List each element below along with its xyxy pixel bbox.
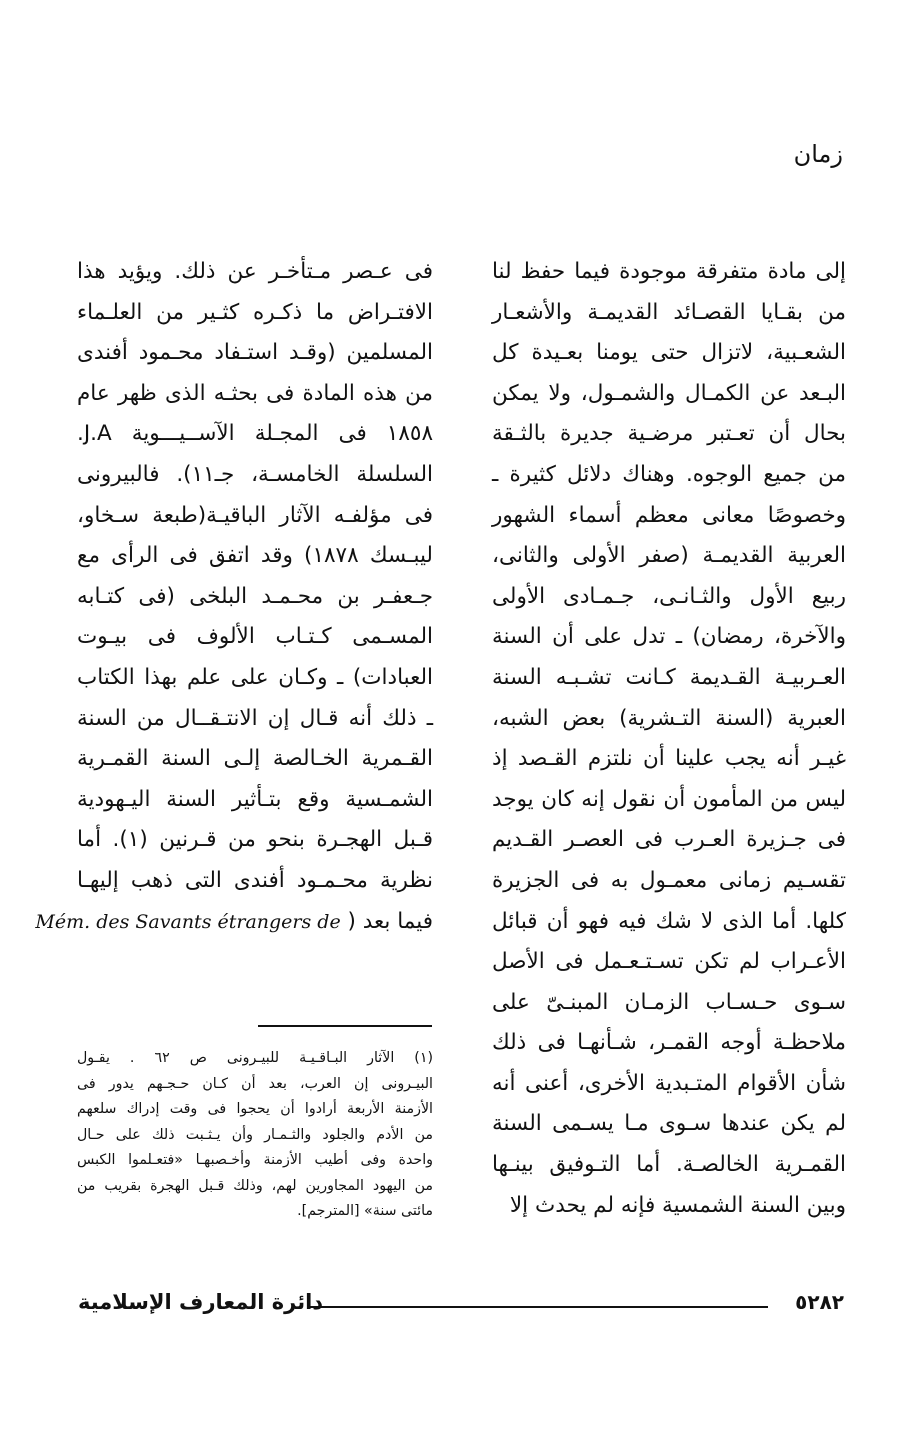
text-line: وبين السنة الشمسية فإنه لم يحدث إلا (509, 1192, 846, 1218)
text-line: البـعد عن الكمـال والشمـول، ولا يمكن (492, 380, 846, 406)
footnote-line: من اليهود المجاورين لهم، وذلك قـبل الهجرة بقريب من (77, 1177, 433, 1194)
footnote-line: الأزمنة الأربعة أرادوا أن يحجوا فى وقت إدراك سلعهم (77, 1101, 433, 1117)
text-line: القـمرية الخـالصة إلـى السنة القمـرية (77, 746, 433, 772)
arabic-text: فيما بعد ( (347, 908, 433, 934)
text-line: ربيع الأول والثـانـى، جـمـادى الأولى (492, 583, 846, 609)
page-number: ٥٢٨٢ (795, 1290, 844, 1314)
text-line: ليس من المأمون أن نقول إنه كان يوجد (492, 786, 846, 812)
text-line: القمـرية الخالصـة. أما التـوفيق بينـها (492, 1152, 846, 1178)
text-line: قـبل الهجـرة بنحو من قـرنين (١). أما (77, 827, 433, 853)
text-line: نظرية محـمـود أفندى التى ذهب إليهـا (77, 867, 433, 893)
text-line: لم يكن عندها سـوى مـا يسـمى السنة (492, 1111, 846, 1137)
left-text-column (35, 252, 433, 942)
footnote-line: (١) الآثار البـاقـيـة للبيـرونى ص ٦٢ . يقـول (77, 1050, 434, 1066)
footnote-line: مائتى سنة» [المترجم]. (297, 1203, 433, 1219)
right-text-column (492, 252, 846, 1226)
text-line: بحال أن تعـتبر مرضـية جديرة بالثـقة (492, 421, 846, 447)
text-line: الأعـراب لم تكن تسـتـعـمل فى الأصل (492, 949, 846, 975)
footer-rule (310, 1306, 768, 1308)
text-line: العبادات) ـ وكـان على علم بهذا الكتاب (77, 664, 433, 690)
text-line: إلى مادة متفرقة موجودة فيما حفظ لنا (492, 259, 846, 284)
publication-title: دائرة المعارف الإسلامية (78, 1290, 324, 1314)
text-line: العبرية (السنة التـشرية) بعض الشبه، (492, 705, 846, 731)
text-line: العـربيـة القـديمة كـانت تشـبـه السنة (492, 664, 846, 690)
text-line: من جميع الوجوه. وهناك دلائل كثيرة ـ (492, 461, 846, 487)
text-line: تقسـيم زمانى معمـول به فى الجزيرة (492, 867, 846, 893)
text-line: كلها. أما الذى لا شك فيه فهو أن قبائل (492, 908, 846, 934)
text-line: فى جـزيرة العـرب فى العصـر القـديم (492, 827, 846, 853)
text-line: السلسلة الخامسـة، جـ١١). فالبيرونى (77, 461, 433, 487)
text-line: العربية القديمـة (صفر الأولى والثانى، (492, 543, 846, 569)
text-line: سـوى حـسـاب الزمـان المبنـىّ على (492, 989, 846, 1015)
text-line: من بقـايا القصـائد القديمـة والأشعـار (492, 299, 846, 325)
text-line: المسلمين (وقـد استـفاد محـمود أفندى (77, 340, 433, 366)
text-line: الشمـسية وقع بتـأثير السنة اليـهودية (77, 786, 433, 812)
running-header-title: زمان (793, 140, 843, 168)
text-line: والآخرة، رمضان) ـ تدل على أن السنة (492, 624, 846, 650)
latin-citation: Mém. des Savants étrangers de (35, 910, 341, 933)
text-line: الشعـبية، لاتزال حتى يومنا بعـيدة كل (492, 340, 846, 366)
text-line: ليبـسك ١٨٧٨) وقد اتفق فى الرأى مع (77, 543, 433, 569)
footnote-separator (258, 1025, 432, 1027)
text-line: ١٨٥٨ فى المجـلة الآســيـــوية J.A. (77, 421, 433, 447)
text-line: ـ ذلك أنه قـال إن الانتـقــال من السنة (77, 705, 433, 731)
footnote-block (77, 1046, 433, 1225)
text-line: غيـر أنه يجب علينا أن نلتزم القـصد إذ (492, 746, 846, 772)
text-line: فى مؤلفـه الآثار الباقيـة(طبعة سـخاو، (77, 502, 433, 528)
text-line: من هذه المادة فى بحثـه الذى ظهر عام (77, 380, 433, 406)
text-line: ملاحظـة أوجه القمـر، شـأنهـا فى ذلك (492, 1030, 846, 1056)
text-line-mixed (35, 902, 433, 943)
footnote-line: من الأدم والجلود والثـمـار وأن يـثـبت ذلك على حـال (77, 1126, 433, 1143)
text-line: جـعفـر بن محـمـد البلخى (فى كتـابه (77, 583, 433, 609)
text-line: فى عـصر مـتأخـر عن ذلك. ويؤيد هذا (77, 259, 433, 284)
footnote-line: البيـرونى إن العرب، بعد أن كـان حـجـهم يدور فى (77, 1075, 433, 1092)
text-line: شأن الأقوام المتـبدية الأخرى، أعنى أنه (492, 1070, 846, 1096)
footnote-line: واحدة وفى أطيب الأزمنة وأخـصبهـا «فتعـلموا الكبس (77, 1152, 433, 1168)
text-line: المسـمى كـتـاب الألوف فى بيـوت (77, 624, 433, 650)
text-line: وخصوصًا معانى معظم أسماء الشهور (492, 502, 846, 528)
text-line: الافتـراض ما ذكـره كثـير من العلـماء (77, 299, 433, 325)
page-footer (78, 1290, 844, 1324)
